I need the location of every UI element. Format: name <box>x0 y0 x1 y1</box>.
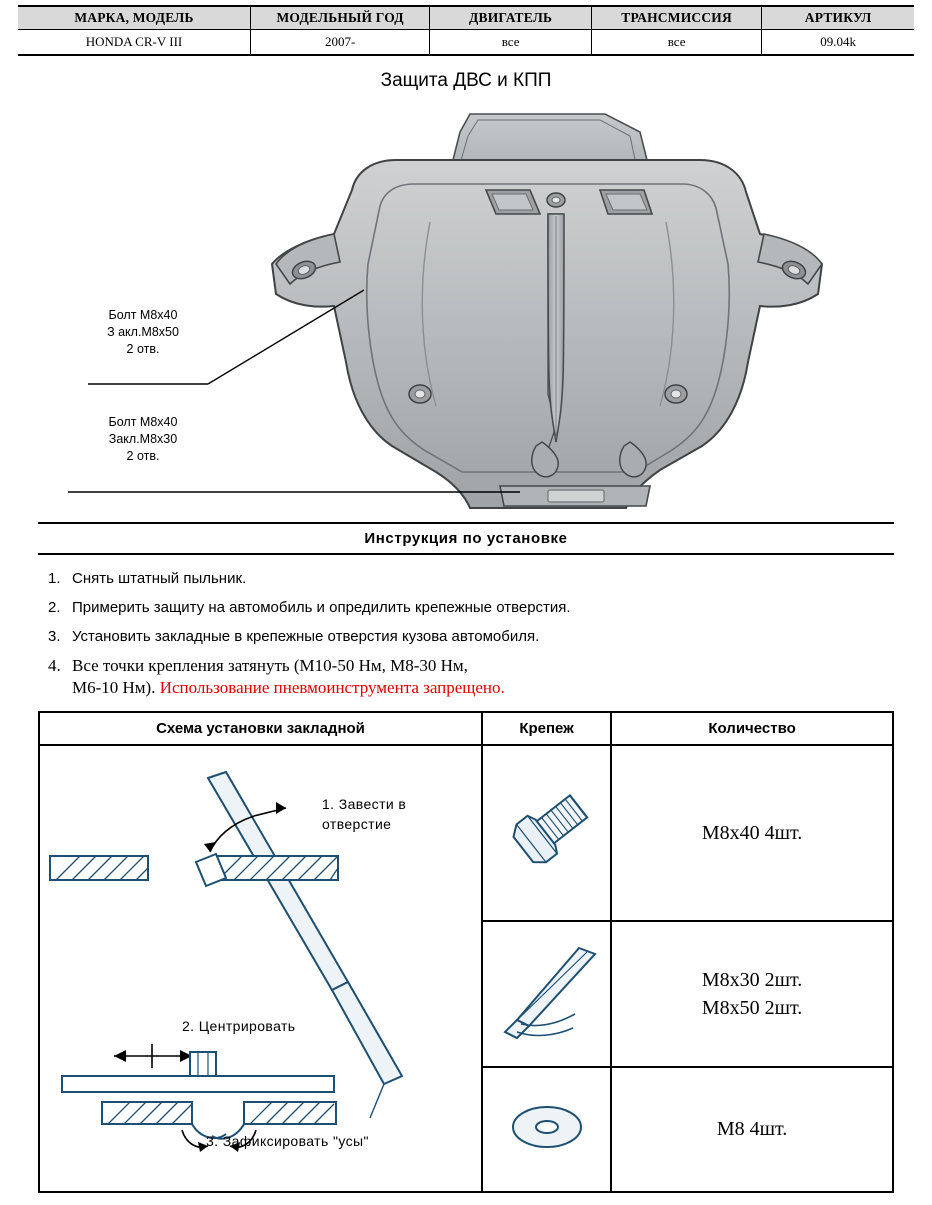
instruction-item-2 <box>48 597 894 619</box>
quantity-anchor-line1: M8x30 2шт. <box>701 968 803 991</box>
instruction-text-4-line2: М6-10 Нм). <box>72 678 156 697</box>
instruction-item-1 <box>48 568 894 590</box>
parts-header-fastener: Крепеж <box>482 712 611 745</box>
schema-step-1-line1: 1. Завести в <box>322 796 407 812</box>
value-engine: все <box>430 30 592 56</box>
value-year: 2007- <box>250 30 429 56</box>
instruction-text-3: Установить закладные в крепежные отверстия кузова автомобиля. <box>72 628 540 645</box>
callout-top-line3: 2 отв. <box>126 342 160 356</box>
quantity-washer: M8 4шт. <box>611 1067 893 1192</box>
callout-top-line2: З акл.M8x50 <box>107 325 179 339</box>
hatched-plate-left <box>50 856 148 880</box>
header-col-engine: ДВИГАТЕЛЬ <box>430 6 592 30</box>
header-col-article: АРТИКУЛ <box>762 6 914 30</box>
callout-bottom-line3: 2 отв. <box>126 449 160 463</box>
parts-table-row-1 <box>39 745 893 921</box>
callout-bottom <box>78 414 208 465</box>
table-header-row <box>18 6 914 30</box>
instructions-heading: Инструкция по установке <box>38 522 894 555</box>
header-col-transmission: ТРАНСМИССИЯ <box>591 6 761 30</box>
instruction-text-1: Снять штатный пыльник. <box>72 570 247 587</box>
anchor-schema-illustration <box>40 746 486 1186</box>
washer-icon <box>492 1087 602 1167</box>
fastener-cell-bolt <box>482 745 611 921</box>
anchor-installation-schema <box>39 745 482 1192</box>
instruction-number-2: 2. <box>48 599 61 616</box>
anchor-icon <box>483 936 613 1046</box>
value-article: 09.04k <box>762 30 914 56</box>
instruction-item-3 <box>48 626 894 648</box>
quantity-bolt: M8x40 4шт. <box>611 745 893 921</box>
fastener-cell-anchor <box>482 921 611 1067</box>
instruction-number-1: 1. <box>48 570 61 587</box>
callout-bottom-line2: Закл.M8x30 <box>108 432 178 446</box>
parts-header-schema: Схема установки закладной <box>39 712 482 745</box>
header-col-brand: МАРКА, МОДЕЛЬ <box>18 6 250 30</box>
instruction-text-4-line1: Все точки крепления затянуть (М10-50 Нм, М8-30 Нм, <box>72 656 468 675</box>
vehicle-header-table <box>18 5 914 56</box>
hatched-plate-right <box>212 856 338 880</box>
installation-instructions <box>38 522 894 699</box>
instructions-list <box>38 555 894 699</box>
instruction-text-2: Примерить защиту на автомобиль и опредилить крепежные отверстия. <box>72 599 571 616</box>
instruction-warning: Использование пневмоинструмента запрещено. <box>159 678 505 697</box>
header-col-year: МОДЕЛЬНЫЙ ГОД <box>250 6 429 30</box>
callout-top <box>78 307 208 358</box>
instruction-number-4: 4. <box>48 656 61 675</box>
product-drawing <box>0 94 932 514</box>
parts-table <box>38 711 894 1193</box>
schema-step-1-line2: отверстие <box>322 816 392 832</box>
table-value-row <box>18 30 914 56</box>
value-brand: HONDA CR-V III <box>18 30 250 56</box>
schema-step-2-label: 2. Центрировать <box>182 1018 296 1034</box>
schema-step-3-label: 3. Зафиксировать "усы" <box>206 1133 369 1149</box>
instruction-item-4 <box>48 655 894 699</box>
parts-table-header-row <box>39 712 893 745</box>
fastener-cell-washer <box>482 1067 611 1192</box>
quantity-anchor-line2: M8x50 2шт. <box>701 996 803 1019</box>
instruction-text-4 <box>72 655 505 699</box>
hatched-plate-bottom-left <box>102 1102 192 1124</box>
page-title: Защита ДВС и КПП <box>380 70 552 91</box>
document-page <box>0 5 932 1205</box>
parts-header-quantity: Количество <box>611 712 893 745</box>
instruction-number-3: 3. <box>48 628 61 645</box>
callout-top-line1: Болт M8x40 <box>108 308 178 322</box>
schema-step-1-label <box>322 794 406 834</box>
quantity-anchor <box>611 921 893 1067</box>
bolt-icon <box>487 771 607 891</box>
callout-bottom-line1: Болт M8x40 <box>108 415 178 429</box>
value-transmission: все <box>591 30 761 56</box>
hatched-plate-bottom-right <box>244 1102 336 1124</box>
